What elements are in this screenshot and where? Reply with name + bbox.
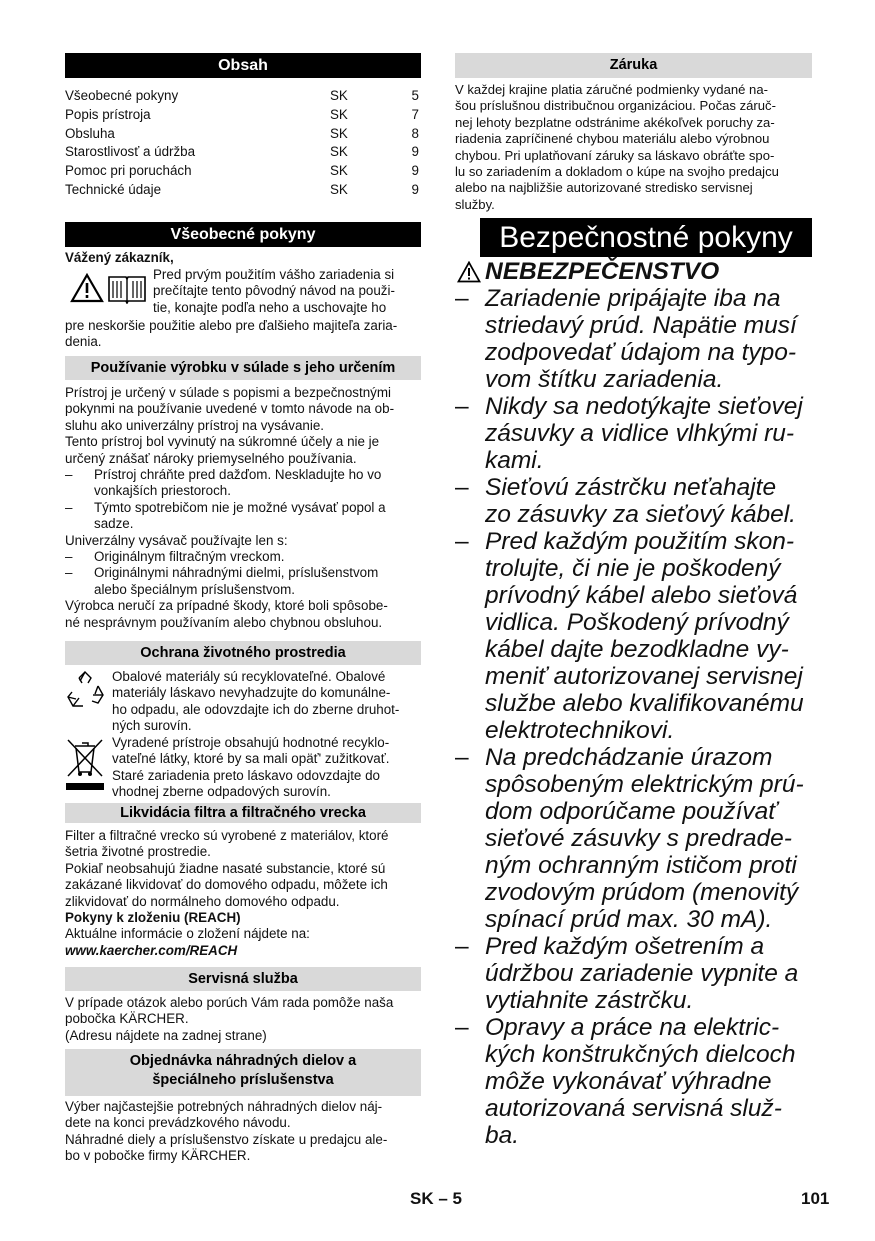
usage-text: Prístroj je určený v súlade s popismi a bezpečnostnými pokynmi na používanie uvedené v tomto návode na ob- sluhu ako univerzálny prístroj na vysávanie. Tento prístroj bol vyvinutý na súkromné účely a nie je určený znášať nároky priemyselného používania. – Prístroj chráňte pred dažďom. Neskladujte ho vo vonkajších priestoroch. – Týmto spotrebičom nie je možné vysávať popol a sadze. Univerzálny vysávač používajte len s: – Originálnym filtračným vreckom. – Originálnymi náhradnými dielmi, príslušenstvom alebo špeciálnym príslušenstvom. Výrobca neručí za prípadné škody, ktoré boli spôsobe- né nesprávnym používaním alebo chybnou obsluhou. xyxy=(65,385,421,631)
safety-heading: Bezpečnostné pokyny xyxy=(480,218,812,257)
toc-page: 7 xyxy=(411,106,419,122)
toc-row xyxy=(65,142,421,161)
toc-page: 9 xyxy=(411,163,419,179)
footer-section: SK – 5 xyxy=(410,1189,462,1208)
bullet-item: – Týmto spotrebičom nie je možné vysávať popol a sadze. xyxy=(65,499,386,532)
toc-lang: SK xyxy=(330,106,348,122)
danger-warning-icon xyxy=(457,261,481,288)
disposal-heading: Likvidácia filtra a filtračného vrecka xyxy=(65,803,421,823)
safety-item: – Pred každým použitím skon- trolujte, či nie je poškodený prívodný kábel alebo sieťová vidlica. Poškodený prívodný kábel dajte bezodkladne vy- meniť autorizovanej servisnej službe alebo kvalifikovanému elektrotechnikovi. xyxy=(455,528,804,744)
bullet-item: – Originálnym filtračným vreckom. xyxy=(65,549,285,565)
order-heading: Objednávka náhradných dielov a špeciálneho príslušenstva xyxy=(65,1049,421,1096)
safety-list xyxy=(455,285,812,1149)
manual-book-icon xyxy=(106,274,148,309)
toc-lang: SK xyxy=(330,125,348,141)
toc-page: 9 xyxy=(411,182,419,197)
order-text: Výber najčastejšie potrebných náhradných dielov náj- dete na konci prevádzkového návodu. Náhradné diely a príslušenstvo získate u predajcu ale- bo v pobočke firmy KÄRCHER. xyxy=(65,1099,388,1164)
env-text-2: Vyradené prístroje obsahujú hodnotné recyklo- vateľné látky, ktoré by sa mali opäť' zužitkovať. Staré zariadenia preto láskavo odovzdajte do vhodnej zberne odpadových surovín. xyxy=(112,735,390,800)
toc-label: Všeobecné pokyny xyxy=(65,88,179,103)
toc-lang: SK xyxy=(330,163,348,179)
toc-row xyxy=(65,180,421,199)
salutation: Vážený zákazník, xyxy=(65,250,174,265)
toc-lang: SK xyxy=(330,182,348,197)
bullet-item: – Originálnymi náhradnými dielmi, príslušenstvom alebo špeciálnym príslušenstvom. xyxy=(65,565,379,597)
toc-row xyxy=(65,124,421,143)
toc-row xyxy=(65,105,421,124)
toc-page: 9 xyxy=(411,144,419,160)
env-text-1: Obalové materiály sú recyklovateľné. Obalové materiály láskavo nevyhadzujte do komunálne- ho odpadu, ale odovzdajte ich do zberne druhot- ných surovín. xyxy=(112,669,400,734)
toc-row xyxy=(65,161,421,180)
warning-icon xyxy=(70,273,104,308)
recycle-icon xyxy=(65,670,105,715)
toc-lang: SK xyxy=(330,144,348,160)
intro-rest: pre neskoršie použitie alebo pre ďalšieho majiteľa zaria- denia. xyxy=(65,318,398,350)
general-heading: Všeobecné pokyny xyxy=(65,222,421,247)
safety-item: – Zariadenie pripájajte iba na striedavý prúd. Napätie musí zodpovedať údajom na typo- vom štítku zariadenia. xyxy=(455,285,797,393)
intro-text: Pred prvým použitím vášho zariadenia si prečítajte tento pôvodný návod na použi- tie, konajte podľa neho a uschovajte ho xyxy=(153,267,395,315)
toc-lang: SK xyxy=(330,88,348,103)
toc-page: 8 xyxy=(411,125,419,141)
env-heading: Ochrana životného prostredia xyxy=(65,641,421,665)
danger-label: NEBEZPEČENSTVO xyxy=(485,258,720,285)
service-heading: Servisná služba xyxy=(65,967,421,991)
crossed-bin-icon xyxy=(66,736,104,795)
reach-title: Pokyny k zloženiu (REACH) xyxy=(65,910,241,926)
toc-label: Pomoc pri poruchách xyxy=(65,163,192,179)
warranty-heading: Záruka xyxy=(455,53,812,78)
toc-label: Starostlivosť a údržba xyxy=(65,144,196,160)
service-text: V prípade otázok alebo porúch Vám rada pomôže naša pobočka KÄRCHER. (Adresu nájdete na zadnej strane) xyxy=(65,995,394,1043)
warranty-text: V každej krajine platia záručné podmienky vydané na- šou príslušnou distribučnou organizáciou. Počas záruč- nej lehoty bezplatne odstránime akékoľvek poruchy za- riadenia zapríčinené chybou materiálu alebo výrobnou chybou. Pri uplatňovaní záruky sa láskavo obráťte spo- lu so zariadením a dokladom o kúpe na svojho predajcu alebo na najbližšie autorizované stredisko servisnej služby. xyxy=(455,82,779,212)
bullet-item: – Prístroj chráňte pred dažďom. Neskladujte ho vo vonkajších priestoroch. xyxy=(65,467,382,499)
safety-item: – Na predchádzanie úrazom spôsobeným elektrickým prú- dom odporúčame používať sieťové zásuvky s predrade- ným ochranným ističom proti zvodovým prúdom (menovitý spínací prúd max. 30 mA). xyxy=(455,744,804,933)
safety-item: – Sieťovú zástrčku neťahajte zo zásuvky za sieťový kábel. xyxy=(455,474,796,528)
usage-heading: Používanie výrobku v súlade s jeho určením xyxy=(65,356,421,380)
toc-label: Obsluha xyxy=(65,125,115,141)
safety-item: – Opravy a práce na elektric- kých konštrukčných dielcoch môže vykonávať výhradne autorizovaná servisná služ- ba. xyxy=(455,1014,796,1149)
reach-link: www.kaercher.com/REACH xyxy=(65,942,238,958)
toc-label: Popis prístroja xyxy=(65,106,151,122)
toc-label: Technické údaje xyxy=(65,182,162,197)
safety-item: – Pred každým ošetrením a údržbou zariadenie vypnite a vytiahnite zástrčku. xyxy=(455,933,799,1014)
disposal-text: Filter a filtračné vrecko sú vyrobené z materiálov, ktoré šetria životné prostredie. Pokiaľ neobsahujú žiadne nasaté substancie, ktoré sú zakázané likvidovať do domového odpadu, môžete ich zlikvidovať do normálneho domového odpadu. Pokyny k zloženiu (REACH) Aktuálne informácie o zložení nájdete na: www.kaercher.com/REACH xyxy=(65,828,421,959)
safety-item: – Nikdy sa nedotýkajte sieťovej zásuvky a vidlice vlhkými ru- kami. xyxy=(455,393,803,474)
toc-page: 5 xyxy=(411,88,419,103)
toc-heading: Obsah xyxy=(65,53,421,78)
toc-row xyxy=(65,86,421,105)
footer-page-number: 101 xyxy=(801,1189,830,1208)
